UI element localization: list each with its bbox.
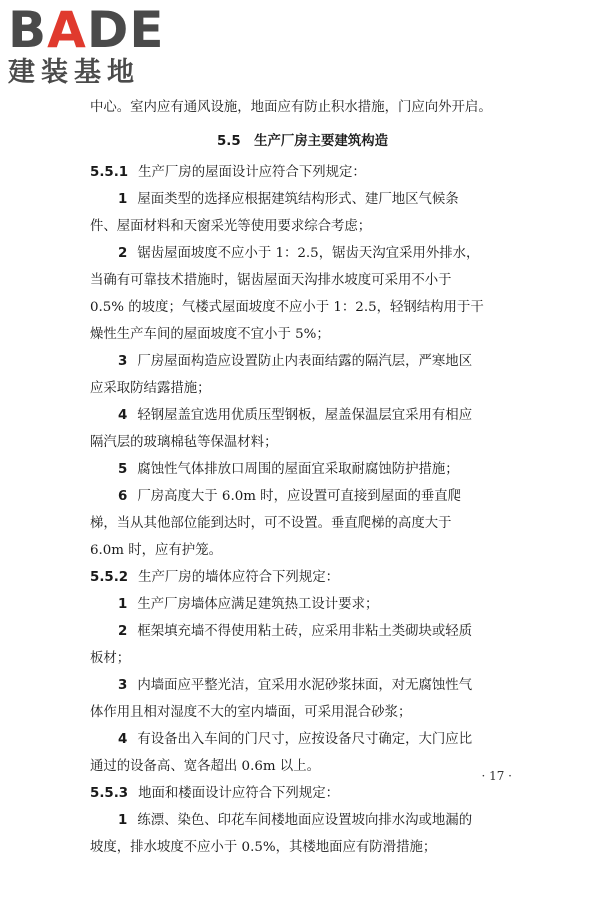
logo-letters-de: DE [86,1,165,59]
clause-heading [90,564,515,591]
section-title: 5.5 生产厂房主要建筑构造 [216,134,389,149]
item-number: 2 [118,624,128,639]
clause-text: 生产厂房的墙体应符合下列规定： [138,570,339,585]
clause-heading [90,780,515,807]
text-line: 中心。室内应有通风设施，地面应有防止积水措施，门应向外开启。 [90,100,492,115]
logo-letter-a: A [47,1,87,59]
item-number: 5 [118,462,128,477]
list-item [90,807,515,834]
text-line: 6.0m 时，应有护笼。 [90,543,222,558]
text-line: 通过的设备高、宽各超出 0.6m 以上。 [90,759,320,774]
item-number: 4 [118,408,128,423]
clause-text: 地面和楼面设计应符合下列规定： [138,786,339,801]
item-number: 6 [118,489,128,504]
logo [8,1,178,88]
item-text: 屋面类型的选择应根据建筑结构形式、建厂地区气候条 [137,192,459,207]
item-number: 1 [118,192,128,207]
item-text: 厂房屋面构造应设置防止内表面结露的隔汽层，严寒地区 [137,354,473,369]
list-item [90,618,515,645]
item-number: 3 [118,354,128,369]
item-text: 生产厂房墙体应满足建筑热工设计要求； [137,597,379,612]
clause-heading [90,159,515,186]
clause-number: 5.5.3 [90,786,129,801]
list-item [90,348,515,375]
text-line: 件、屋面材料和天窗采光等使用要求综合考虑； [90,219,372,234]
item-number: 3 [118,678,128,693]
text-line: 应采取防结露措施； [90,381,211,396]
item-text: 有设备出入车间的门尺寸，应按设备尺寸确定，大门应比 [137,732,473,747]
text-line: 梯，当从其他部位能到达时，可不设置。垂直爬梯的高度大于 [90,516,452,531]
item-number: 4 [118,732,128,747]
clause-number: 5.5.1 [90,165,129,180]
item-number: 1 [118,597,128,612]
list-item [90,186,515,213]
logo-wordmark [8,1,178,59]
list-item [90,402,515,429]
list-item [90,456,515,483]
item-number: 2 [118,246,128,261]
text-line: 坡度，排水坡度不应小于 0.5%，其楼地面应有防滑措施； [90,840,437,855]
list-item [90,726,515,753]
item-text: 腐蚀性气体排放口周围的屋面宜采取耐腐蚀防护措施； [137,462,459,477]
clause-text: 生产厂房的屋面设计应符合下列规定： [138,165,366,180]
item-text: 锯齿屋面坡度不应小于 1：2.5，锯齿天沟宜采用外排水， [137,246,480,261]
list-item [90,591,515,618]
item-text: 练漂、染色、印花车间楼地面应设置坡向排水沟或地漏的 [137,813,473,828]
item-text: 框架填充墙不得使用粘土砖，应采用非粘土类砌块或轻质 [137,624,473,639]
logo-tagline: 建装基地 [8,57,140,88]
item-text: 厂房高度大于 6.0m 时，应设置可直接到屋面的垂直爬 [137,489,462,504]
text-line: 0.5% 的坡度；气楼式屋面坡度不应小于 1：2.5，轻钢结构用于干 [90,300,484,315]
clause-number: 5.5.2 [90,570,129,585]
item-text: 轻钢屋盖宜选用优质压型钢板，屋盖保温层宜采用有相应 [137,408,473,423]
document-body [90,94,515,861]
list-item [90,240,515,267]
text-line: 当确有可靠技术措施时，锯齿屋面天沟排水坡度可采用不小于 [90,273,452,288]
list-item [90,672,515,699]
list-item [90,483,515,510]
page-number: · 17 · [481,769,512,783]
text-line: 燥性生产车间的屋面坡度不宜小于 5%； [90,327,330,342]
logo-letter-b: B [8,1,48,59]
text-line: 体作用且相对湿度不大的室内墙面，可采用混合砂浆； [90,705,412,720]
text-line: 板材； [90,651,131,666]
text-line: 隔汽层的玻璃棉毡等保温材料； [90,435,278,450]
item-number: 1 [118,813,128,828]
item-text: 内墙面应平整光洁，宜采用水泥砂浆抹面，对无腐蚀性气 [137,678,473,693]
